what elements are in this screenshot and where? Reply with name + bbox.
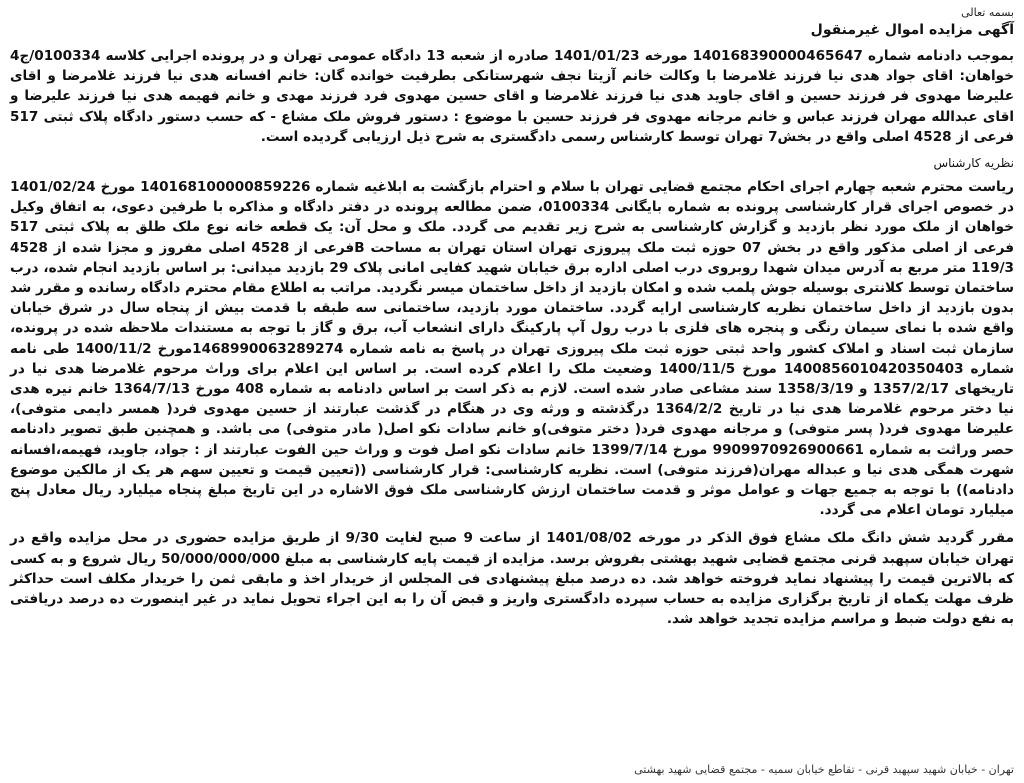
paragraph-gap [10,520,1014,528]
intro-paragraph: بموجب دادنامه شماره 140168390000465647 مورخه 1401/01/23 صادره از شعبه 13 دادگاه عمومی تهران و در پرونده اجرایی کلاسه 0100334/ج4 خواهان: اقای جواد هدی نیا فرزند غلامرضا با وکالت خانم آزیتا نجف شهرستانکی بطرفیت خوانده گان: خانم افسانه هدی نیا فرزند غلامرضا و اقای علیرضا مهدوی فر فرزند حسین و اقای جاوید هدی نیا فرزند غلامرضا و اقای حسین مهدوی فرد فرزند مهدی و خانم فهیمه هدی نیا فرزند علیرضا و اقای عبدالله مهران فرزند عباس و خانم مرجانه مهدوی فر فرزند حسین با موضوع : دستور فروش ملک مشاع - که حسب دستور دادگاه پلاک ثبتی 517 فرعی از 4528 اصلی واقع در بخش7 تهران توسط کارشناس رسمی دادگستری به شرح ذیل ارزیابی گردیده است. [10,48,1015,145]
expert-opinion-heading: نظریه کارشناس [933,156,1014,171]
notice-title: آگهی مزایده اموال غیرمنقول [810,22,1014,38]
bismillah-heading: بسمه تعالی [961,6,1014,19]
auction-terms-paragraph: مقرر گردید شش دانگ ملک مشاع فوق الذکر در مورخه 1401/08/02 از ساعت 9 صبح لغایت 9/30 از طریق مزایده حضوری در محل مزایده واقع در تهران خیابان سپهبد قرنی مجتمع قضایی شهید بهشتی بفروش برسد. مزایده از قیمت پایه کارشناسی به مبلغ 50/000/000/000 ریال شروع و به کسی که بالاترین قیمت را پیشنهاد نماید فروخته خواهد شد. ده درصد مبلغ پیشنهادی فی المجلس از خریدار اخذ و مابقی ثمن را خریدار مکلف است حداکثر ظرف مهلت یکماه از تاریخ برگزاری مزایده به حساب سپرده دادگستری واریز و قبض آن را به این اجراء تحویل نماید در غیر اینصورت ده درصد دریافتی به نفع دولت ضبط و مراسم مزایده تجدید خواهد شد. [10,530,1014,628]
court-address: تهران - خیابان شهید سپهبد قرنی - تقاطع خیابان سمیه - مجتمع قضایی شهید بهشتی [634,763,1014,776]
expert-opinion-paragraph: ریاست محترم شعبه چهارم اجرای احکام مجتمع قضایی تهران با سلام و احترام بازگشت به ابلاغیه شماره 140168100000859226 مورخ 1401/02/24 در خصوص اجرای قرار کارشناسی پرونده به شماره بایگانی 0100334، ضمن مطالعه پرونده در دفتر دادگاه و مذاکره با طرفین دعوی، به اتفاق وکیل خواهان از ملک مورد نظر بازدید و گزارش کارشناسی به شرح زیر تقدیم می گردد. ملک و محل آن: یک قطعه خانه نوع ملک طلق به پلاک ثبتی 517 فرعی از اصلی مذکور واقع در بخش 07 حوزه ثبت ملک پیروزی تهران استان تهران به مساحت Bفرعی از 4528 اصلی مفروز و مجزا شده از 4528 119/3 متر مربع به آدرس میدان شهدا روبروی درب اصلی اداره برق خیابان شهید کفایی امانی پلاک 29 بازدید میدانی: بر اساس بازدید انجام شده، درب ساختمان توسط کلانتری بوسیله جوش پلمب شده و امکان بازدید از داخل ساختمان میسر نگردید. مراتب به اطلاع مقام محترم دادگاه رسانده و مقرر شد بدون بازدید از داخل ساختمان نظریه کارشناسی ارایه گردد. ساختمان مورد بازدید، ساختمانی سه طبقه با قدمت بیش از پنجاه سال در شرق خیابان واقع شده با نمای سیمان رنگی و پنجره های فلزی با درب رول آپ پارکینگ دارای انشعاب آب، برق و گاز با توجه به مستندات ملاحظه شده در پرونده، سازمان ثبت اسناد و املاک کشور واحد ثبتی حوزه ثبت ملک پیروزی تهران در پاسخ به نامه شماره 1468990063289274مورخ 1400/11/2 طی نامه شماره 140085601042035040​3 مورخ 1400/11/5 وضعیت ملک را اعلام کرده است. بر اساس این اعلام برای وراث مرحوم غلامرضا هدی نیا در تاریخهای 1357/2/17 و 1358/3/19 سند مشاعی صادر شده است. لازم به ذکر است بر اساس دادنامه به شماره 408 مورخ 1364/7/13 خانم نیره هدی نیا دختر مرحوم غلامرضا هدی نیا در تاریخ 1364/2/2 درگذشته و ورثه وی در هنگام در گذشت عبارتند از حسین مهدوی فرد( همسر دایمی متوفی)، علیرضا مهدوی فرد( پسر متوفی) و مرجانه مهدوی فرد( دختر متوفی)و خانم سادات نکو اصل( مادر متوفی) می باشد. و همچنین طبق تصویر دادنامه حصر وراثت به شماره 9909970926900661 مورخ 1399/7/14 خانم سادات نکو اصل فوت و وراث حین الفوت عبارتند از : جواد، جاوید، فهیمه،افسانه شهرت همگی هدی نیا و عبداله مهران(فرزند متوفی) است. نظریه کارشناسی: قرار کارشناسی ((تعیین قیمت و تعیین سهم هر یک از مالکین موضوع دادنامه)) با توجه به جمیع جهات و عوامل موثر و قدمت ساختمان ارزش کارشناسی ملک فوق الاشاره در این تاریخ مبلغ پنجاه میلیارد ریال معادل پنج میلیارد تومان اعلام می گردد. [10,179,1015,519]
